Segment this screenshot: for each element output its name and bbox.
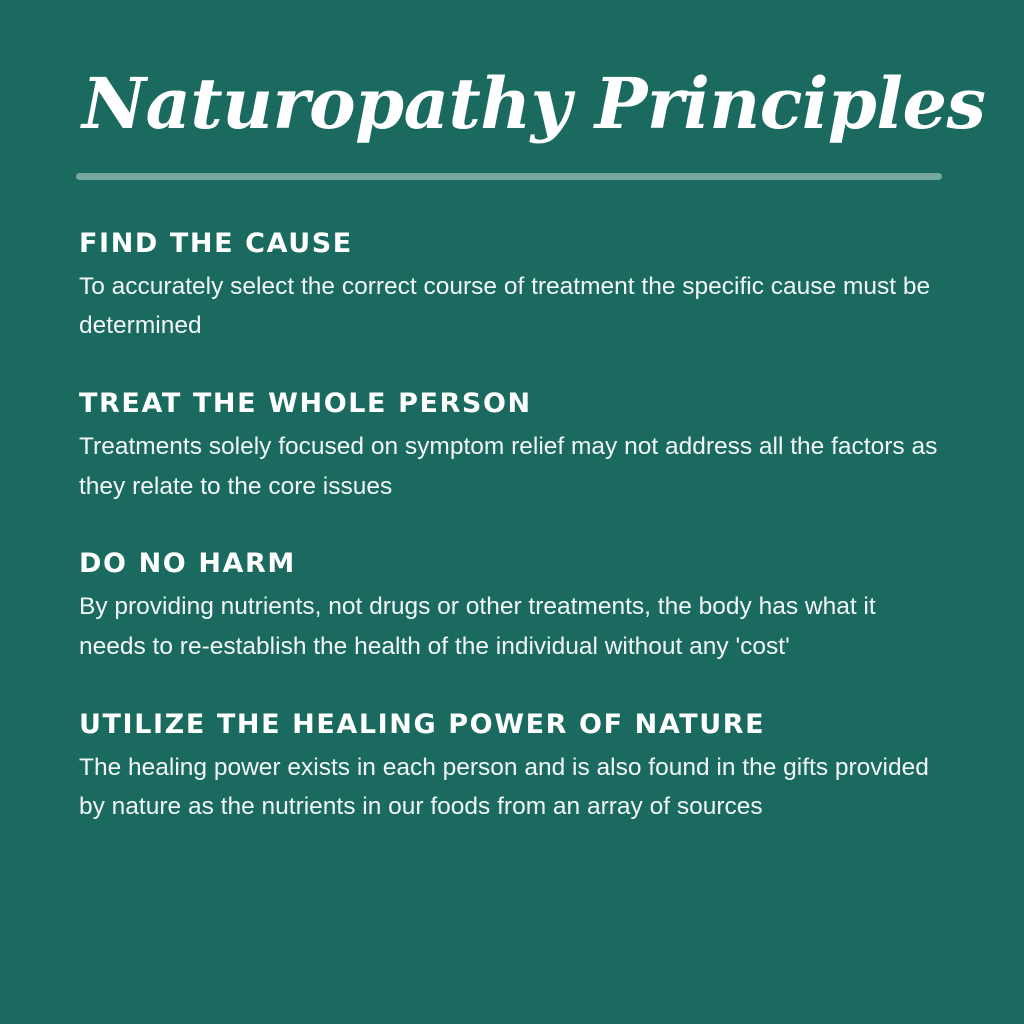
- principle-body: To accurately select the correct course of treatment the specific cause must be determined: [79, 272, 931, 340]
- principle-heading: DO NO HARM: [79, 548, 296, 580]
- principle-body: Treatments solely focused on symptom relief may not address all the factors as they relate to the core issues: [79, 432, 938, 500]
- principle-heading: UTILIZE THE HEALING POWER OF NATURE: [79, 708, 766, 740]
- principle-heading: TREAT THE WHOLE PERSON: [79, 387, 532, 419]
- principle-item: [78, 228, 946, 346]
- principle-heading: FIND THE CAUSE: [79, 227, 353, 259]
- principles-list: [78, 228, 946, 828]
- principle-item: [78, 709, 946, 827]
- principle-body: The healing power exists in each person and is also found in the gifts provided by nature as the nutrients in our foods from an array of sources: [79, 753, 929, 821]
- principle-body: By providing nutrients, not drugs or other treatments, the body has what it needs to re-establish the health of the individual without any 'cost': [79, 593, 876, 660]
- principle-item: [78, 388, 946, 506]
- title-divider: [76, 173, 942, 180]
- page-title: Naturopathy Principles: [82, 62, 986, 145]
- principle-item: [78, 548, 946, 666]
